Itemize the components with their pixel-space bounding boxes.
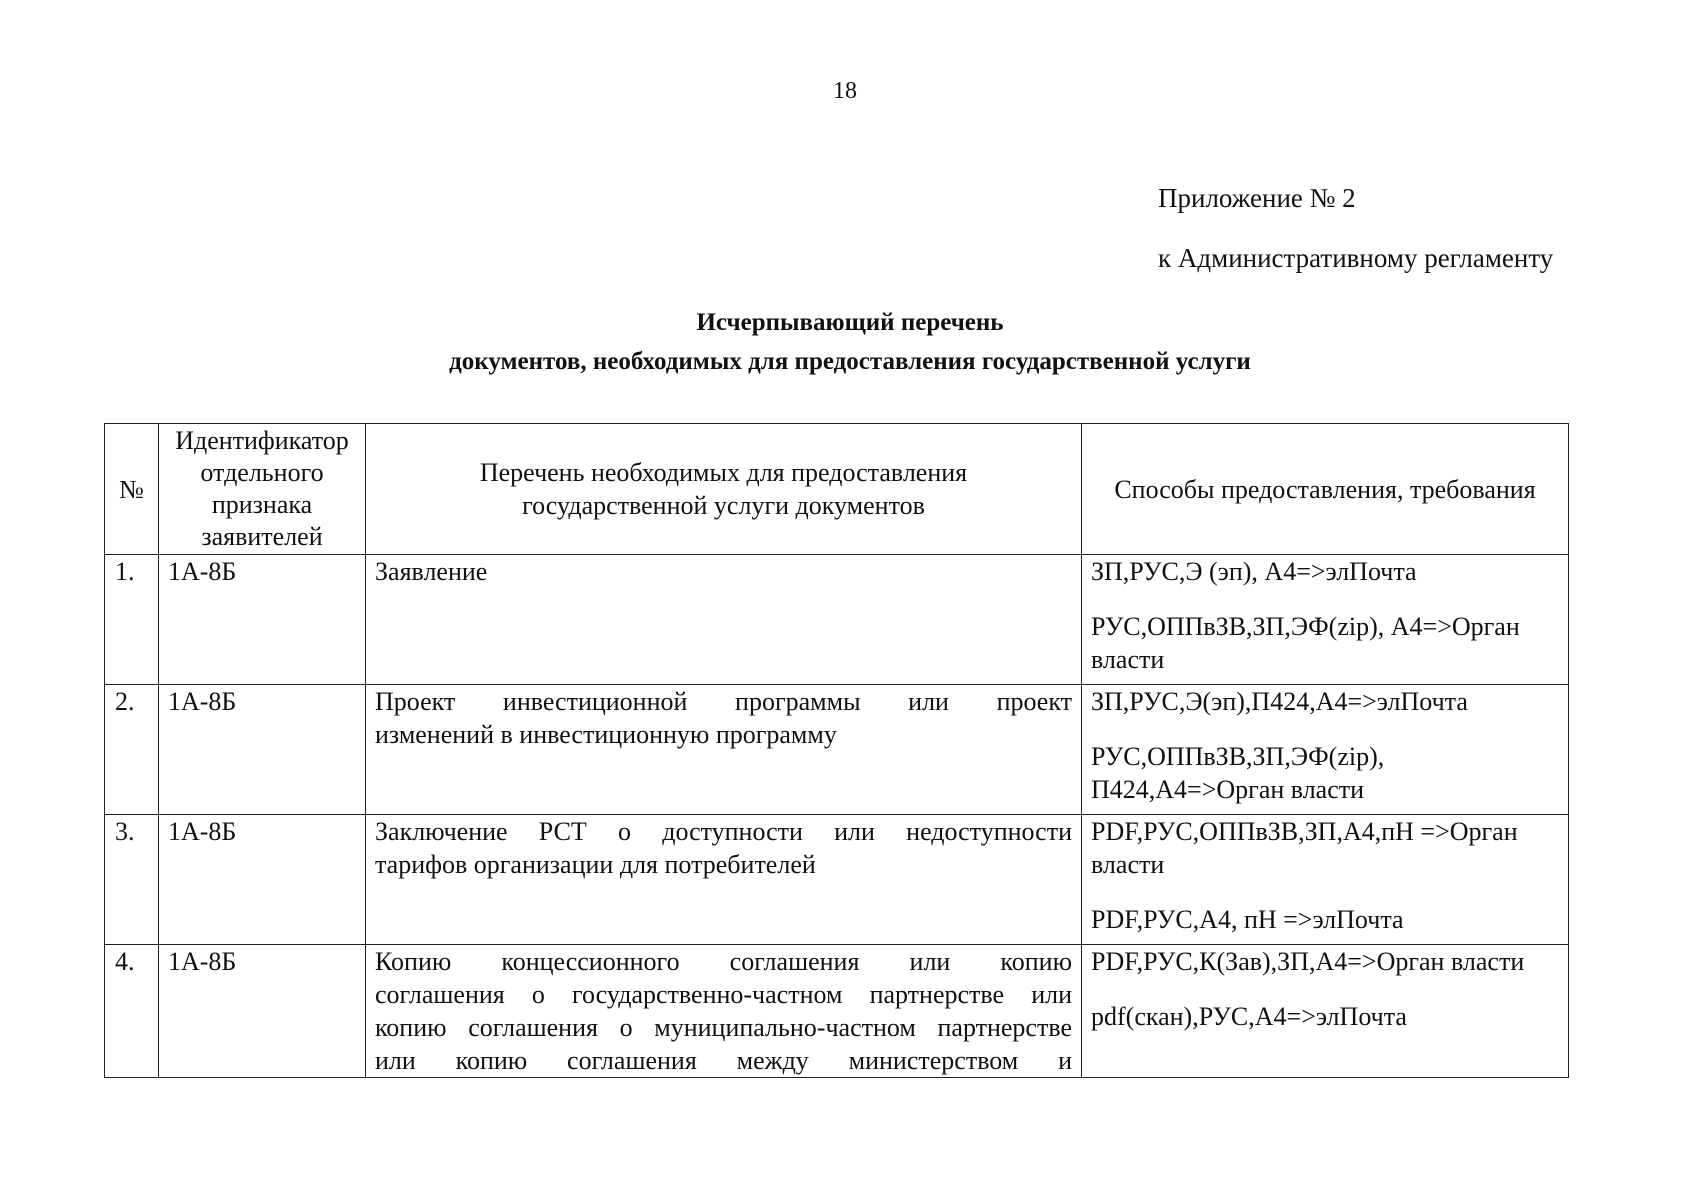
row-document — [366, 685, 1082, 815]
table-row — [105, 685, 1569, 815]
method-item: PDF,РУС,ОППвЗВ,ЗП,А4,пН =>Орган власти — [1091, 817, 1518, 879]
row-document — [366, 945, 1082, 1078]
row-identifier: 1А-8Б — [159, 555, 366, 685]
row-methods — [1082, 945, 1569, 1078]
row-methods — [1082, 685, 1569, 815]
row-identifier: 1А-8Б — [159, 815, 366, 945]
row-document — [366, 815, 1082, 945]
document-title-line-1: Исчерпывающий перечень — [696, 309, 1004, 336]
method-item: РУС,ОППвЗВ,ЗП,ЭФ(zip), П424,А4=>Орган власти — [1091, 742, 1385, 804]
header-documents: Перечень необходимых для предоставления государственной услуги документов — [366, 424, 1082, 555]
row-identifier: 1А-8Б — [159, 685, 366, 815]
document-title-line-2: документов, необходимых для предоставления государственной услуги — [449, 348, 1251, 375]
page-number: 18 — [833, 78, 857, 104]
table-row — [105, 945, 1569, 1078]
document-line: тарифов организации для потребителей — [375, 850, 816, 879]
document-line: изменений в инвестиционную программу — [375, 720, 837, 749]
method-item: ЗП,РУС,Э(эп),П424,А4=>элПочта — [1091, 687, 1468, 716]
header-identifier: Идентификатор отдельного признака заявителей — [159, 424, 366, 555]
row-number: 2. — [105, 685, 159, 815]
row-methods — [1082, 815, 1569, 945]
appendix-number: Приложение № 2 — [1158, 183, 1356, 213]
method-item: ЗП,РУС,Э (эп), А4=>элПочта — [1091, 557, 1417, 586]
row-number: 1. — [105, 555, 159, 685]
document-line: Заявление — [375, 557, 488, 586]
row-methods — [1082, 555, 1569, 685]
document-line: копию соглашения о муниципально-частном партнерстве — [375, 1013, 1072, 1042]
table-row — [105, 555, 1569, 685]
document-line: соглашения о государственно-частном партнерстве или — [375, 980, 1072, 1009]
row-document — [366, 555, 1082, 685]
method-item: РУС,ОППвЗВ,ЗП,ЭФ(zip), А4=>Орган власти — [1091, 612, 1520, 674]
document-line: Копию концессионного соглашения или копию — [375, 947, 1072, 976]
method-item: PDF,РУС,К(Зав),ЗП,А4=>Орган власти — [1091, 947, 1525, 976]
table-row — [105, 815, 1569, 945]
document-line: Заключение РСТ о доступности или недоступности — [375, 817, 1072, 846]
appendix-reference: к Административному регламенту — [1158, 243, 1554, 273]
document-line: или копию соглашения между министерством и — [375, 1046, 1072, 1075]
header-methods: Способы предоставления, требования — [1082, 424, 1569, 555]
header-number: № — [105, 424, 159, 555]
method-item: PDF,РУС,А4, пН =>элПочта — [1091, 905, 1404, 934]
document-line: Проект инвестиционной программы или проект — [375, 687, 1072, 716]
row-number: 4. — [105, 945, 159, 1078]
table-header-row — [105, 424, 1569, 555]
row-identifier: 1А-8Б — [159, 945, 366, 1078]
method-item: pdf(скан),РУС,А4=>элПочта — [1091, 1002, 1407, 1031]
documents-table — [104, 423, 1569, 1078]
row-number: 3. — [105, 815, 159, 945]
